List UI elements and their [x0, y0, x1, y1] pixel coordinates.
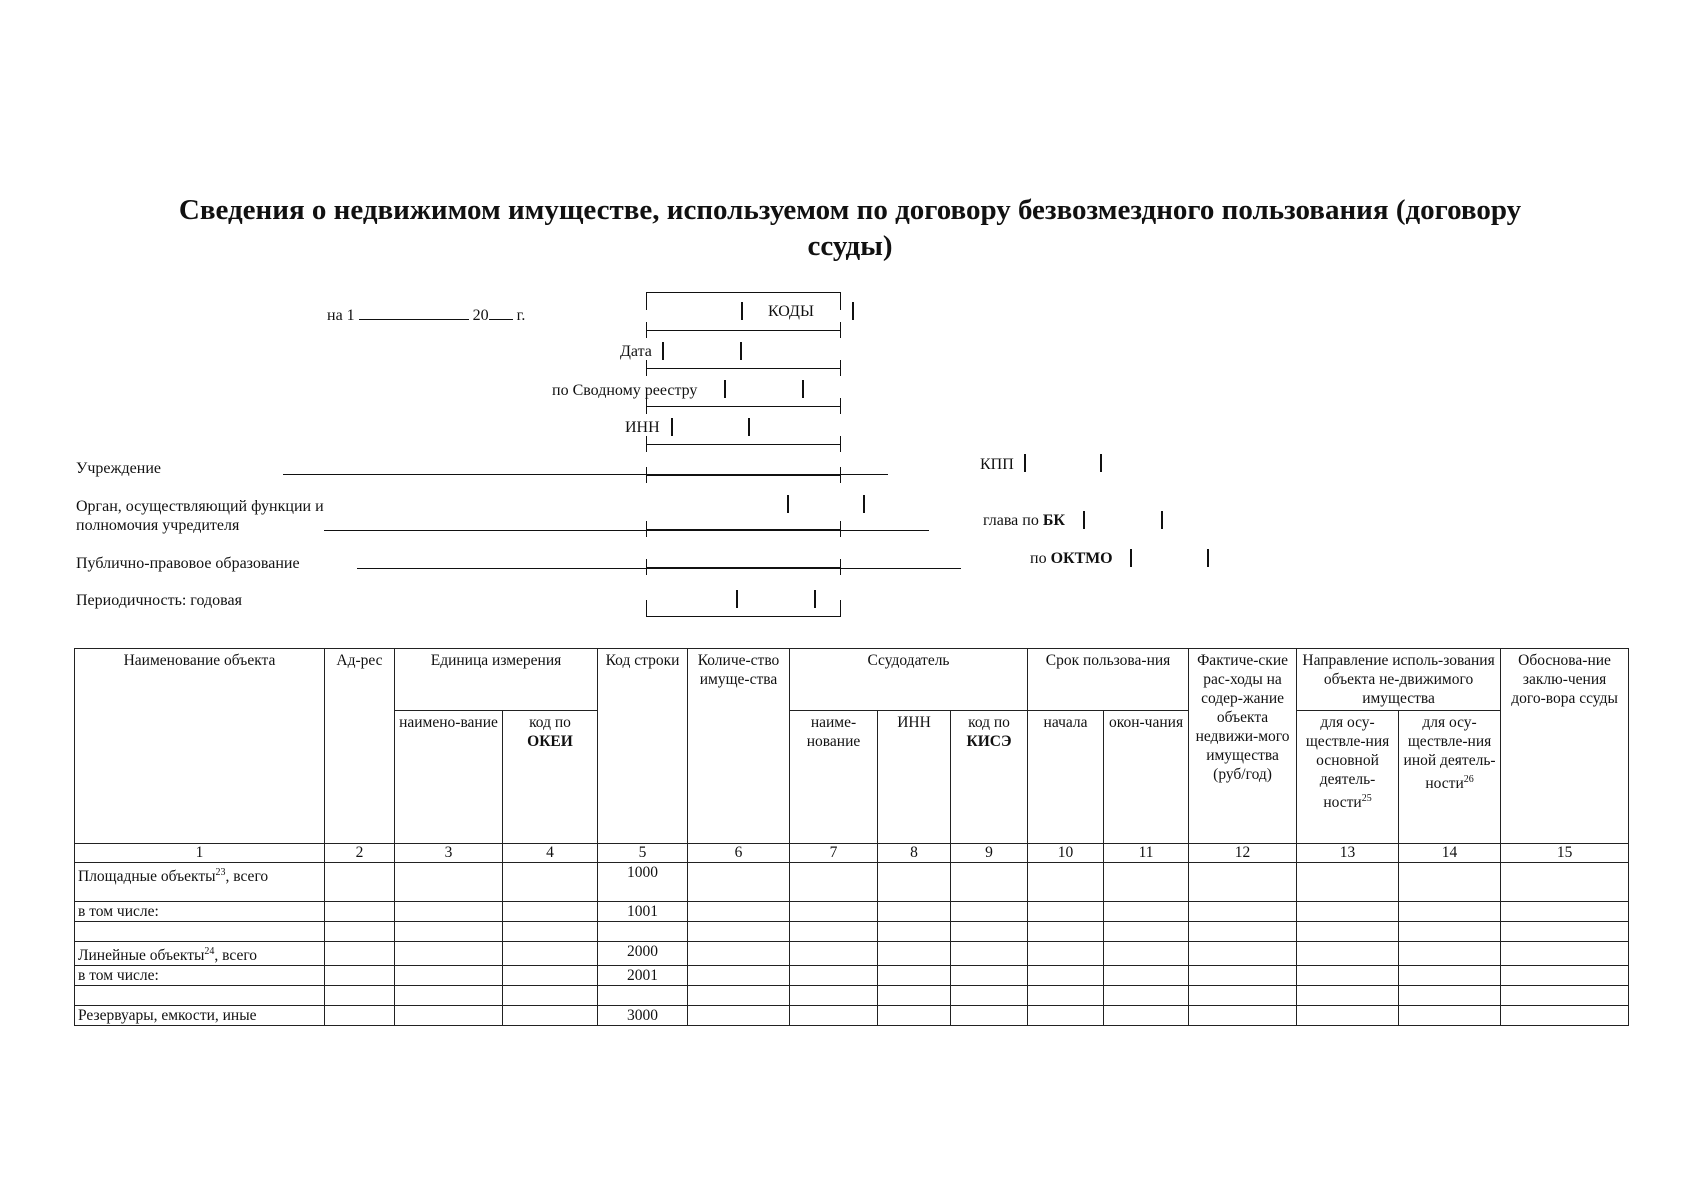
column-number-7: 7 — [790, 844, 878, 863]
field-municipality-line[interactable] — [357, 568, 961, 569]
row-cell-col-4[interactable] — [503, 863, 598, 902]
row-cell-col-3[interactable] — [395, 986, 503, 1006]
document-title — [60, 192, 1640, 264]
row-cell-col-7[interactable] — [790, 1006, 878, 1026]
field-periodicity-label: Периодичность: годовая — [76, 592, 242, 609]
row-cell-col-6[interactable] — [688, 902, 790, 922]
date-suffix: г. — [516, 307, 526, 324]
column-numbers-row — [75, 844, 1629, 863]
field-founder-label: Орган, осуществляющий функции и полномочия учредителя — [76, 498, 324, 534]
row-cell-col-11[interactable] — [1104, 966, 1189, 986]
row-cell-col-10[interactable] — [1028, 863, 1104, 902]
row-cell-col-6[interactable] — [688, 922, 790, 942]
row-cell-col-13[interactable] — [1297, 863, 1399, 902]
table-row — [75, 902, 1629, 922]
row-cell-col-10[interactable] — [1028, 942, 1104, 966]
header-term-start: начала — [1028, 711, 1104, 844]
table-row — [75, 1006, 1629, 1026]
column-number-2: 2 — [325, 844, 395, 863]
row-cell-col-2[interactable] — [325, 1006, 395, 1026]
row-cell-col-7[interactable] — [790, 986, 878, 1006]
row-cell-col-2[interactable] — [325, 942, 395, 966]
header-quantity: Количе-ство имуще-ства — [688, 649, 790, 844]
codes-header: КОДЫ — [768, 303, 814, 320]
row-cell-col-11[interactable] — [1104, 902, 1189, 922]
header-direction: Направление исполь-зования объекта не-движимого имущества — [1297, 649, 1501, 711]
row-cell-col-6[interactable] — [688, 986, 790, 1006]
header-address: Ад-рес — [325, 649, 395, 844]
column-number-13: 13 — [1297, 844, 1399, 863]
row-cell-col-8[interactable] — [878, 942, 951, 966]
row-code: 3000 — [598, 1006, 688, 1026]
row-cell-col-4[interactable] — [503, 942, 598, 966]
row-cell-col-7[interactable] — [790, 922, 878, 942]
row-code — [598, 922, 688, 942]
row-cell-col-9[interactable] — [951, 863, 1028, 902]
row-object-name: в том числе: — [75, 966, 325, 986]
row-object-name: Резервуары, емкости, иные — [75, 1006, 325, 1026]
row-cell-col-7[interactable] — [790, 942, 878, 966]
row-cell-col-9[interactable] — [951, 942, 1028, 966]
row-cell-col-4[interactable] — [503, 966, 598, 986]
row-cell-col-2[interactable] — [325, 922, 395, 942]
row-cell-col-4[interactable] — [503, 1006, 598, 1026]
row-cell-col-7[interactable] — [790, 902, 878, 922]
table-row — [75, 986, 1629, 1006]
field-institution-line[interactable] — [283, 474, 888, 475]
date-prefix: на 1 — [327, 307, 355, 324]
row-cell-col-14[interactable] — [1399, 922, 1501, 942]
header-direction-main: для осу-ществле-ния основной деятель-ности$^{25}$ — [1297, 711, 1399, 844]
header-lender: Ссудодатель — [790, 649, 1028, 711]
row-cell-col-13[interactable] — [1297, 986, 1399, 1006]
row-cell-col-3[interactable] — [395, 902, 503, 922]
row-cell-col-9[interactable] — [951, 966, 1028, 986]
column-number-11: 11 — [1104, 844, 1189, 863]
header-lender-name: наиме-нование — [790, 711, 878, 844]
code-label-registry: по Сводному реестру — [552, 382, 698, 399]
row-cell-col-14[interactable] — [1399, 863, 1501, 902]
row-cell-col-10[interactable] — [1028, 986, 1104, 1006]
row-cell-col-13[interactable] — [1297, 966, 1399, 986]
column-number-12: 12 — [1189, 844, 1297, 863]
row-cell-col-2[interactable] — [325, 986, 395, 1006]
row-cell-col-4[interactable] — [503, 922, 598, 942]
row-cell-col-15[interactable] — [1501, 922, 1629, 942]
row-cell-col-14[interactable] — [1399, 966, 1501, 986]
row-cell-col-3[interactable] — [395, 942, 503, 966]
row-code: 2001 — [598, 966, 688, 986]
date-day-blank[interactable] — [359, 305, 469, 320]
field-founder-line[interactable] — [324, 530, 929, 531]
header-unit-code: код по ОКЕИ — [503, 711, 598, 844]
row-code: 1001 — [598, 902, 688, 922]
row-cell-col-14[interactable] — [1399, 902, 1501, 922]
table-body — [75, 863, 1629, 1026]
column-number-14: 14 — [1399, 844, 1501, 863]
row-cell-col-2[interactable] — [325, 966, 395, 986]
row-cell-col-4[interactable] — [503, 902, 598, 922]
title-line-2: ссуды) — [807, 230, 893, 262]
date-year: 20 — [472, 307, 489, 324]
header-term: Срок пользова-ния — [1028, 649, 1189, 711]
row-cell-col-15[interactable] — [1501, 942, 1629, 966]
row-object-name: Площадные объекты$^{23}$, всего — [75, 863, 325, 902]
column-number-3: 3 — [395, 844, 503, 863]
row-object-name — [75, 986, 325, 1006]
code-label-bk: глава по БК — [983, 512, 1066, 529]
code-label-date: Дата — [620, 343, 652, 360]
row-object-name: в том числе: — [75, 902, 325, 922]
row-cell-col-9[interactable] — [951, 922, 1028, 942]
row-cell-col-14[interactable] — [1399, 942, 1501, 966]
row-cell-col-10[interactable] — [1028, 1006, 1104, 1026]
row-cell-col-6[interactable] — [688, 863, 790, 902]
column-number-8: 8 — [878, 844, 951, 863]
row-cell-col-2[interactable] — [325, 902, 395, 922]
date-year-blank[interactable] — [489, 305, 513, 320]
row-cell-col-14[interactable] — [1399, 1006, 1501, 1026]
title-line-1: Сведения о недвижимом имуществе, используемом по договору безвозмездного пользования (договору — [178, 194, 1522, 226]
header-expenses: Фактиче-ские рас-ходы на содер-жание объекта недвижи-мого имущества (руб/год) — [1189, 649, 1297, 844]
row-cell-col-13[interactable] — [1297, 902, 1399, 922]
row-cell-col-10[interactable] — [1028, 966, 1104, 986]
report-date — [327, 305, 525, 325]
table-row — [75, 863, 1629, 902]
row-cell-col-11[interactable] — [1104, 986, 1189, 1006]
row-cell-col-8[interactable] — [878, 863, 951, 902]
row-cell-col-6[interactable] — [688, 966, 790, 986]
row-cell-col-15[interactable] — [1501, 863, 1629, 902]
header-lender-code: код по КИСЭ — [951, 711, 1028, 844]
row-cell-col-10[interactable] — [1028, 922, 1104, 942]
code-label-inn: ИНН — [625, 419, 660, 436]
row-cell-col-12[interactable] — [1189, 863, 1297, 902]
row-cell-col-8[interactable] — [878, 902, 951, 922]
column-number-9: 9 — [951, 844, 1028, 863]
row-cell-col-3[interactable] — [395, 922, 503, 942]
row-cell-col-7[interactable] — [790, 863, 878, 902]
row-cell-col-6[interactable] — [688, 942, 790, 966]
row-code: 2000 — [598, 942, 688, 966]
row-cell-col-6[interactable] — [688, 1006, 790, 1026]
row-cell-col-13[interactable] — [1297, 942, 1399, 966]
column-number-5: 5 — [598, 844, 688, 863]
column-number-4: 4 — [503, 844, 598, 863]
row-cell-col-9[interactable] — [951, 986, 1028, 1006]
row-cell-col-10[interactable] — [1028, 902, 1104, 922]
row-cell-col-15[interactable] — [1501, 902, 1629, 922]
row-cell-col-12[interactable] — [1189, 1006, 1297, 1026]
row-cell-col-8[interactable] — [878, 922, 951, 942]
table-row — [75, 942, 1629, 966]
header-unit: Единица измерения — [395, 649, 598, 711]
row-object-name: Линейные объекты$^{24}$, всего — [75, 942, 325, 966]
row-cell-col-12[interactable] — [1189, 902, 1297, 922]
row-cell-col-4[interactable] — [503, 986, 598, 1006]
code-label-oktmo: по ОКТМО — [1030, 550, 1113, 567]
property-table — [74, 648, 1629, 1026]
row-cell-col-8[interactable] — [878, 986, 951, 1006]
row-cell-col-12[interactable] — [1189, 942, 1297, 966]
row-cell-col-8[interactable] — [878, 1006, 951, 1026]
row-cell-col-9[interactable] — [951, 902, 1028, 922]
row-cell-col-9[interactable] — [951, 1006, 1028, 1026]
header-unit-name: наимено-вание — [395, 711, 503, 844]
row-cell-col-3[interactable] — [395, 863, 503, 902]
field-municipality-label: Публично-правовое образование — [76, 555, 300, 572]
row-cell-col-11[interactable] — [1104, 922, 1189, 942]
row-cell-col-2[interactable] — [325, 863, 395, 902]
header-row-1 — [75, 649, 1629, 711]
header-basis: Обоснова-ние заклю-чения дого-вора ссуды — [1501, 649, 1629, 844]
header-object-name: Наименование объекта — [75, 649, 325, 844]
column-number-10: 10 — [1028, 844, 1104, 863]
code-label-kpp: КПП — [980, 456, 1014, 473]
row-code: 1000 — [598, 863, 688, 902]
table-row — [75, 966, 1629, 986]
column-number-6: 6 — [688, 844, 790, 863]
row-cell-col-14[interactable] — [1399, 986, 1501, 1006]
row-cell-col-7[interactable] — [790, 966, 878, 986]
row-cell-col-15[interactable] — [1501, 1006, 1629, 1026]
row-cell-col-12[interactable] — [1189, 986, 1297, 1006]
row-object-name — [75, 922, 325, 942]
header-term-end: окон-чания — [1104, 711, 1189, 844]
header-direction-other: для осу-ществле-ния иной деятель-ности$^{26}$ — [1399, 711, 1501, 844]
table-row — [75, 922, 1629, 942]
row-cell-col-12[interactable] — [1189, 922, 1297, 942]
header-row-code: Код строки — [598, 649, 688, 844]
row-cell-col-15[interactable] — [1501, 986, 1629, 1006]
row-cell-col-8[interactable] — [878, 966, 951, 986]
row-cell-col-3[interactable] — [395, 1006, 503, 1026]
row-code — [598, 986, 688, 1006]
row-cell-col-12[interactable] — [1189, 966, 1297, 986]
field-institution-label: Учреждение — [76, 460, 161, 477]
row-cell-col-11[interactable] — [1104, 942, 1189, 966]
row-cell-col-15[interactable] — [1501, 966, 1629, 986]
row-cell-col-13[interactable] — [1297, 1006, 1399, 1026]
row-cell-col-13[interactable] — [1297, 922, 1399, 942]
row-cell-col-3[interactable] — [395, 966, 503, 986]
column-number-1: 1 — [75, 844, 325, 863]
row-cell-col-11[interactable] — [1104, 863, 1189, 902]
row-cell-col-11[interactable] — [1104, 1006, 1189, 1026]
header-lender-inn: ИНН — [878, 711, 951, 844]
column-number-15: 15 — [1501, 844, 1629, 863]
